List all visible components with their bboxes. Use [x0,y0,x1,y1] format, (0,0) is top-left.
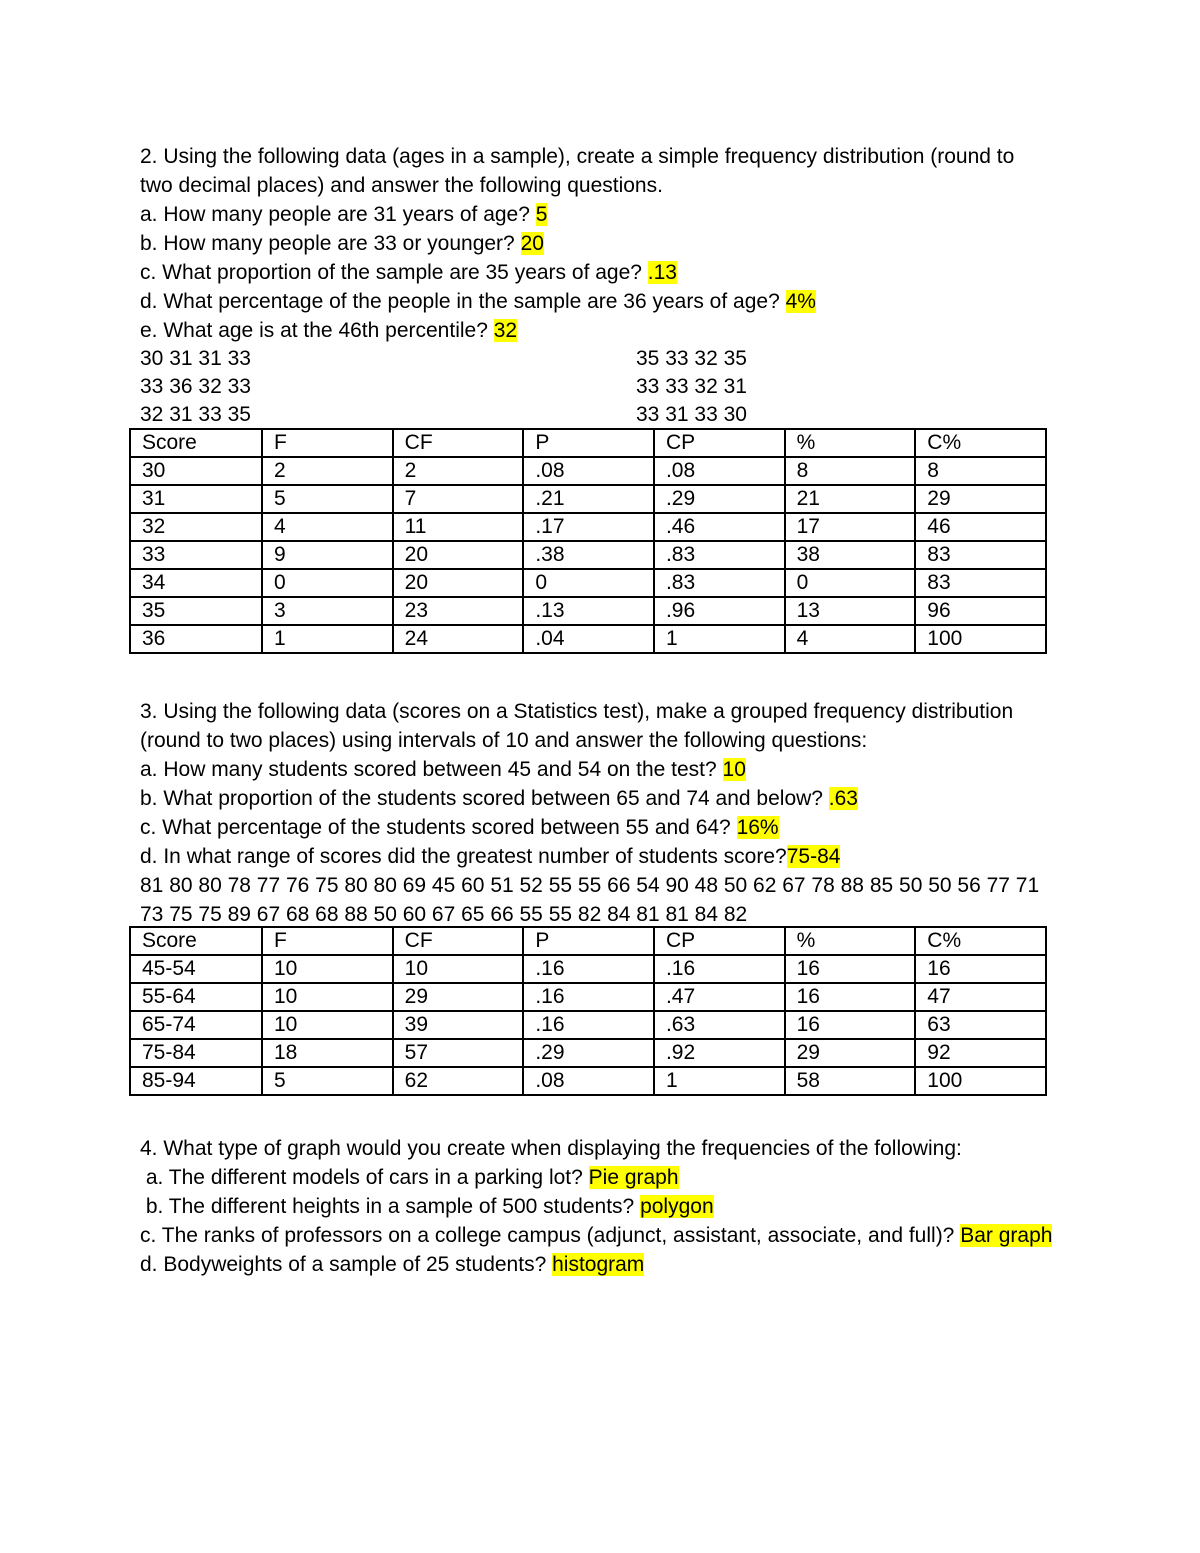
question-text: b. How many people are 33 or younger? [140,232,521,255]
question-text: a. The different models of cars in a parking lot? [140,1166,589,1189]
q3-table-cell: 57 [393,1039,524,1067]
q3-table-cell: 63 [915,1011,1046,1039]
q2-table-cell: 21 [785,485,916,513]
q4-question-c [140,1221,1100,1250]
table-row [130,569,1046,597]
q3-table-cell: C% [915,927,1046,955]
q3-table-cell: 10 [262,983,393,1011]
q2-table-cell: 0 [523,569,654,597]
q3-table-cell: CP [654,927,785,955]
q2-table-cell: .83 [654,569,785,597]
answer-highlight: 16% [736,816,779,839]
q3-table-cell: % [785,927,916,955]
q3-grouped-frequency-table [129,926,1047,1096]
q2-table-cell: 35 [130,597,262,625]
question-text: c. What proportion of the sample are 35 years of age? [140,261,648,284]
q3-table-cell: 16 [915,955,1046,983]
q3-table-cell: 58 [785,1067,916,1095]
answer-highlight: 20 [520,232,544,255]
q2-table-cell: 29 [915,485,1046,513]
q3-table-cell: 39 [393,1011,524,1039]
data-left: 32 31 33 35 [140,403,251,426]
question-text: d. In what range of scores did the greatest number of students score? [140,845,787,868]
table-row [130,983,1046,1011]
q3-table-cell: 5 [262,1067,393,1095]
answer-highlight: polygon [640,1195,714,1218]
table-row [130,457,1046,485]
q2-intro-line-1: 2. Using the following data (ages in a sample), create a simple frequency distribution (round to [140,145,1015,168]
answer-highlight: .63 [828,787,858,810]
q2-table-cell: .17 [523,513,654,541]
q3-intro-line-1: 3. Using the following data (scores on a Statistics test), make a grouped frequency distribution [140,700,1014,723]
q2-table-cell: .21 [523,485,654,513]
q2-table-cell: 31 [130,485,262,513]
q4-question-d [140,1250,1100,1279]
q3-table-cell: Score [130,927,262,955]
q3-table-cell: 55-64 [130,983,262,1011]
answer-highlight: .13 [647,261,677,284]
question-text: e. What age is at the 46th percentile? [140,319,494,342]
q3-question-d [140,842,1080,871]
q4-question-a [140,1163,1100,1192]
q2-table-cell: 1 [262,625,393,653]
q2-table-cell: 83 [915,541,1046,569]
q3-table-cell: 47 [915,983,1046,1011]
table-row [130,1039,1046,1067]
q3-table-cell: 75-84 [130,1039,262,1067]
question-text: c. The ranks of professors on a college campus (adjunct, assistant, associate, and full)? [140,1224,961,1247]
q3-table-cell: CF [393,927,524,955]
q3-data-line-2: 73 75 75 89 67 68 68 88 50 60 67 65 66 55 55 82 84 81 81 84 82 [140,903,748,926]
q2-table-cell: 96 [915,597,1046,625]
q2-table-cell: 3 [262,597,393,625]
q2-data-row [140,401,1080,429]
table-header-row [130,429,1046,457]
data-right: 33 33 32 31 [636,375,747,398]
q2-question-b [140,229,1080,258]
q2-question-d [140,287,1080,316]
q2-table-cell: 7 [393,485,524,513]
q3-question-b [140,784,1080,813]
q3-intro-line-2: (round to two places) using intervals of 10 and answer the following questions: [140,729,868,752]
q2-table-cell: 20 [393,541,524,569]
q2-table-cell: 23 [393,597,524,625]
q3-table-cell: 10 [262,1011,393,1039]
q3-table-cell: 10 [393,955,524,983]
q3-data-line-1: 81 80 80 78 77 76 75 80 80 69 45 60 51 52 55 55 66 54 90 48 50 62 67 78 88 85 50 50 56 77 71 [140,874,1040,897]
table-row [130,513,1046,541]
question-text: b. The different heights in a sample of 500 students? [140,1195,641,1218]
q3-table-cell: F [262,927,393,955]
q2-table-cell: 1 [654,625,785,653]
q3-table-cell: .92 [654,1039,785,1067]
q2-table-cell: .04 [523,625,654,653]
question-4 [140,1134,1100,1279]
answer-highlight: 10 [722,758,746,781]
q3-table-cell: .16 [654,955,785,983]
q2-table-cell: 46 [915,513,1046,541]
q2-table-cell: 38 [785,541,916,569]
table-row [130,955,1046,983]
data-right: 35 33 32 35 [636,347,747,370]
q2-table-cell: 24 [393,625,524,653]
q2-table-cell: 5 [262,485,393,513]
q2-table-cell: 4 [785,625,916,653]
q3-question-c [140,813,1080,842]
q2-table-cell: 13 [785,597,916,625]
q3-table-cell: 16 [785,955,916,983]
table-row [130,541,1046,569]
question-text: d. What percentage of the people in the sample are 36 years of age? [140,290,786,313]
q2-table-cell: .29 [654,485,785,513]
q2-data-row [140,345,1080,373]
q3-table-cell: 62 [393,1067,524,1095]
q4-intro: 4. What type of graph would you create when displaying the frequencies of the following: [140,1137,962,1160]
table-row [130,625,1046,653]
data-left: 33 36 32 33 [140,375,251,398]
q2-table-cell: 83 [915,569,1046,597]
q2-table-cell: 34 [130,569,262,597]
q3-table-cell: 45-54 [130,955,262,983]
q2-table-cell: 30 [130,457,262,485]
q2-table-cell: .83 [654,541,785,569]
q4-question-b [140,1192,1100,1221]
q3-table-cell: 92 [915,1039,1046,1067]
q3-table-cell: .16 [523,1011,654,1039]
q2-table-cell: 9 [262,541,393,569]
q2-table-cell: 17 [785,513,916,541]
q3-table-cell: 1 [654,1067,785,1095]
q2-table-cell: 36 [130,625,262,653]
q2-table-cell: CP [654,429,785,457]
question-text: a. How many people are 31 years of age? [140,203,536,226]
table-row [130,597,1046,625]
question-3 [140,697,1080,929]
q2-table-cell: .38 [523,541,654,569]
q3-table-cell: 10 [262,955,393,983]
question-2 [140,142,1080,429]
table-row [130,1011,1046,1039]
q3-table-cell: 16 [785,1011,916,1039]
q2-table-cell: 33 [130,541,262,569]
q2-table-cell: Score [130,429,262,457]
question-text: b. What proportion of the students scored between 65 and 74 and below? [140,787,829,810]
question-text: d. Bodyweights of a sample of 25 students? [140,1253,553,1276]
q2-table-cell: 100 [915,625,1046,653]
q2-table-cell: 0 [262,569,393,597]
q2-table-cell: 32 [130,513,262,541]
question-text: a. How many students scored between 45 and 54 on the test? [140,758,723,781]
q2-question-a [140,200,1080,229]
q3-table-cell: 18 [262,1039,393,1067]
q2-table-cell: .08 [523,457,654,485]
q2-table-cell: F [262,429,393,457]
q2-table-cell: .13 [523,597,654,625]
q2-table-cell: CF [393,429,524,457]
q3-table-cell: .29 [523,1039,654,1067]
q2-table-cell: 8 [785,457,916,485]
q2-table-cell: 2 [262,457,393,485]
q3-table-cell: 29 [393,983,524,1011]
table-row [130,1067,1046,1095]
answer-highlight: histogram [552,1253,645,1276]
q2-table-cell: 0 [785,569,916,597]
data-left: 30 31 31 33 [140,347,251,370]
q3-question-a [140,755,1080,784]
q3-table-cell: 65-74 [130,1011,262,1039]
q2-table-cell: .08 [654,457,785,485]
q3-table-cell: .63 [654,1011,785,1039]
q2-intro-line-2: two decimal places) and answer the following questions. [140,174,663,197]
q3-table-cell: 16 [785,983,916,1011]
question-text: c. What percentage of the students scored between 55 and 64? [140,816,737,839]
answer-highlight: Pie graph [588,1166,679,1189]
q2-table-cell: .96 [654,597,785,625]
q2-table-cell: 11 [393,513,524,541]
q2-table-cell: % [785,429,916,457]
q2-frequency-table [129,428,1047,654]
q2-table-cell: C% [915,429,1046,457]
q2-table-cell: 4 [262,513,393,541]
q2-data-row [140,373,1080,401]
answer-highlight: 4% [785,290,816,313]
q2-table-cell: .46 [654,513,785,541]
q3-table-cell: 29 [785,1039,916,1067]
answer-highlight: Bar graph [960,1224,1053,1247]
q2-question-c [140,258,1080,287]
q3-table-cell: .47 [654,983,785,1011]
q2-table-cell: 20 [393,569,524,597]
q3-table-cell: .08 [523,1067,654,1095]
q2-table-cell: P [523,429,654,457]
q2-table-cell: 8 [915,457,1046,485]
table-row [130,485,1046,513]
q3-table-cell: 100 [915,1067,1046,1095]
q3-table-cell: .16 [523,955,654,983]
data-right: 33 31 33 30 [636,403,747,426]
answer-highlight: 32 [493,319,518,342]
q2-table-cell: 2 [393,457,524,485]
q3-table-cell: P [523,927,654,955]
q2-question-e [140,316,1080,345]
q3-table-cell: .16 [523,983,654,1011]
answer-highlight: 5 [535,203,548,226]
q3-table-cell: 85-94 [130,1067,262,1095]
table-header-row [130,927,1046,955]
answer-highlight: 75-84 [786,845,841,868]
